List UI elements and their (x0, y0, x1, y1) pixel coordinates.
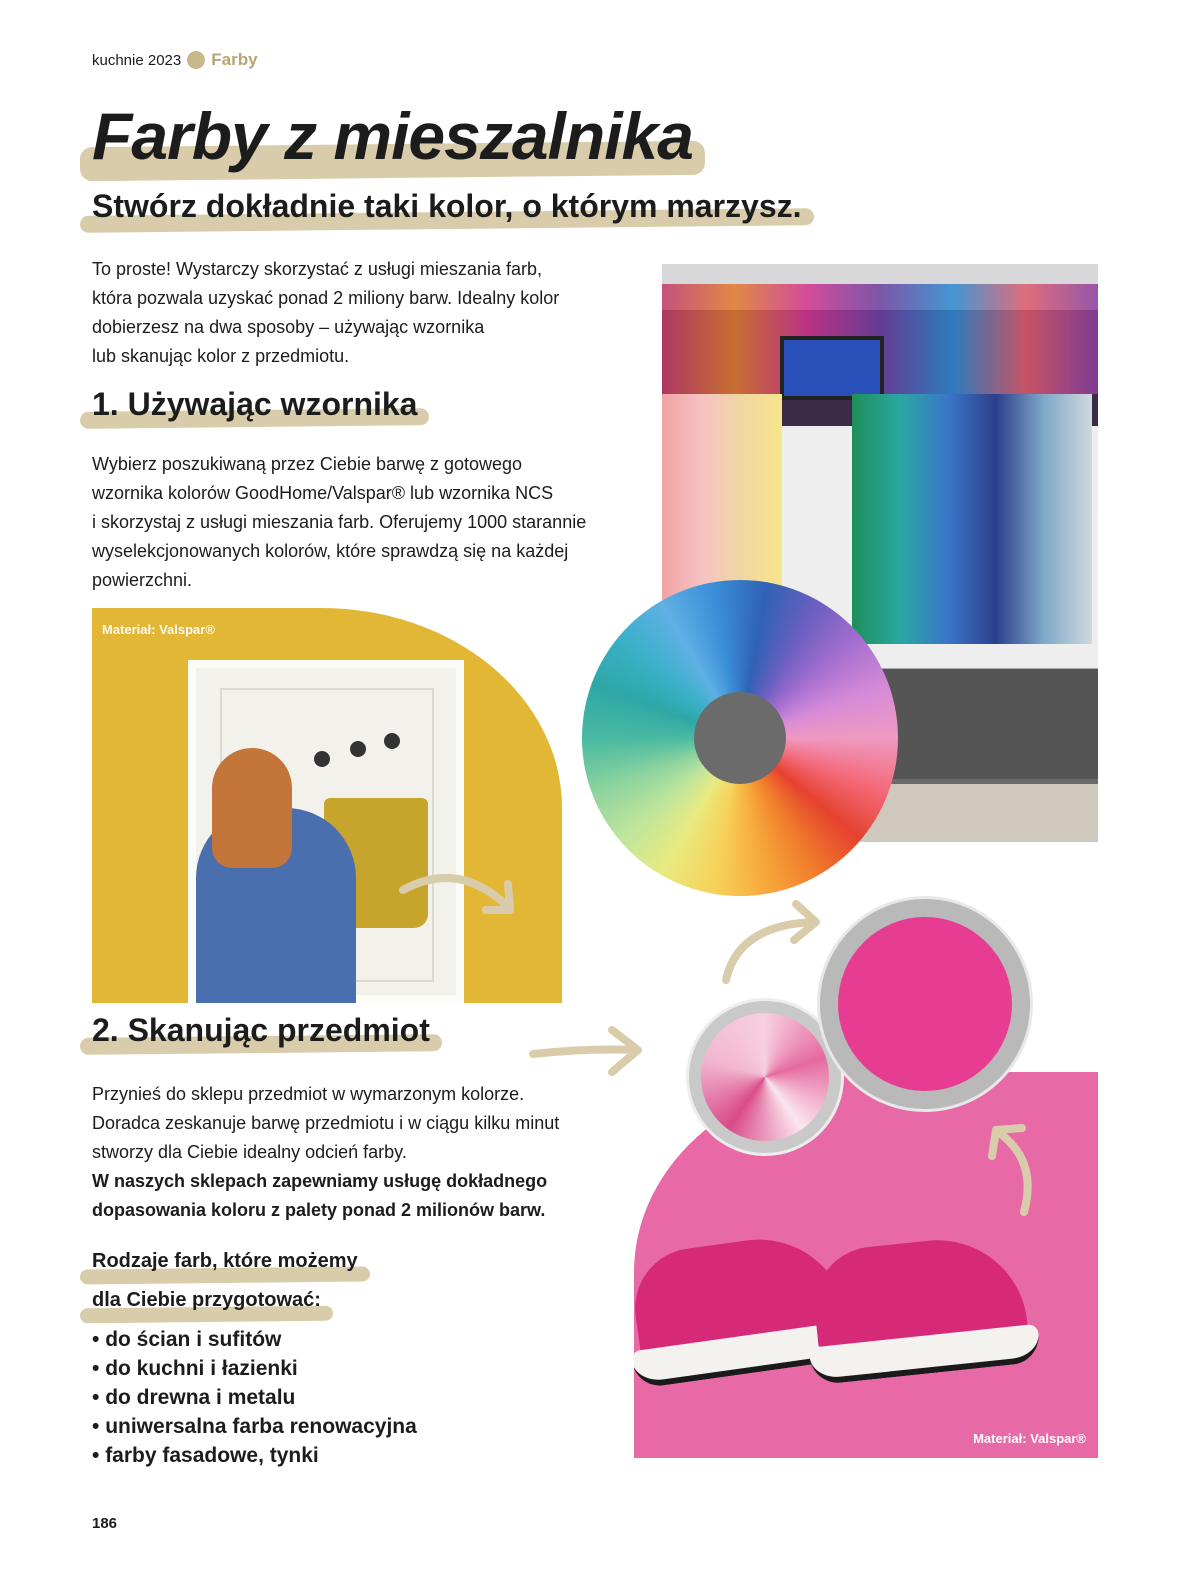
header-dot-icon (187, 51, 205, 69)
shoes-photo-credit: Materiał: Valspar® (973, 1431, 1086, 1446)
list-item: • uniwersalna farba renowacyjna (92, 1412, 417, 1441)
fan-deck-center (694, 692, 786, 784)
catalog-name: kuchnie 2023 (92, 51, 182, 69)
list-item: • farby fasadowe, tynki (92, 1441, 417, 1470)
curved-arrow-up-icon (718, 900, 828, 990)
page-number: 186 (92, 1515, 118, 1532)
section2-heading: 2. Skanując przedmiot (92, 1012, 430, 1048)
list-item: • do ścian i sufitów (92, 1325, 417, 1354)
mixed-paint-circle (817, 896, 1033, 1112)
page-subtitle: Stwórz dokładnie taki kolor, o którym marzysz. (92, 188, 802, 224)
intro-paragraph: To proste! Wystarczy skorzystać z usługi mieszania farb, która pozwala uzyskać ponad 2 miliony barw. Idealny kolor dobierzesz na dwa sposoby – używając wzornika lub skanując kolor z przedmiotu. (92, 259, 560, 366)
page-header (92, 50, 258, 70)
section-name: Farby (211, 50, 258, 69)
room-photo-credit: Materiał: Valspar® (102, 622, 215, 637)
section1-heading: 1. Używając wzornika (92, 386, 418, 422)
curved-arrow-back-icon (984, 1120, 1044, 1220)
section1-paragraph: Wybierz poszukiwaną przez Ciebie barwę z gotowego wzornika kolorów GoodHome/Valspar® lub wzornika NCS i skorzystaj z usługi mieszania farb. Oferujemy 1000 starannie wyselekcjonowanych kolorów, które sprawdzą się na każdej powierzchni. (92, 454, 587, 590)
paint-types-heading: Rodzaje farb, które możemy dla Ciebie przygotować: (92, 1242, 358, 1320)
right-arrow-icon (528, 1018, 648, 1078)
curved-arrow-icon (398, 860, 528, 930)
yellow-room-photo (92, 608, 562, 1003)
list-item: • do drewna i metalu (92, 1383, 417, 1412)
paint-types-list (92, 1325, 417, 1470)
list-item: • do kuchni i łazienki (92, 1354, 417, 1383)
page-title: Farby z mieszalnika (92, 99, 693, 173)
section2-paragraph: Przynieś do sklepu przedmiot w wymarzonym kolorze. Doradca zeskanuje barwę przedmiotu i w ciągu kilku minut stworzy dla Ciebie idealny odcień farby. W naszych sklepach zapewniamy usługę dokładnego dopasowania koloru z palety ponad 2 milionów barw. (92, 1084, 560, 1220)
